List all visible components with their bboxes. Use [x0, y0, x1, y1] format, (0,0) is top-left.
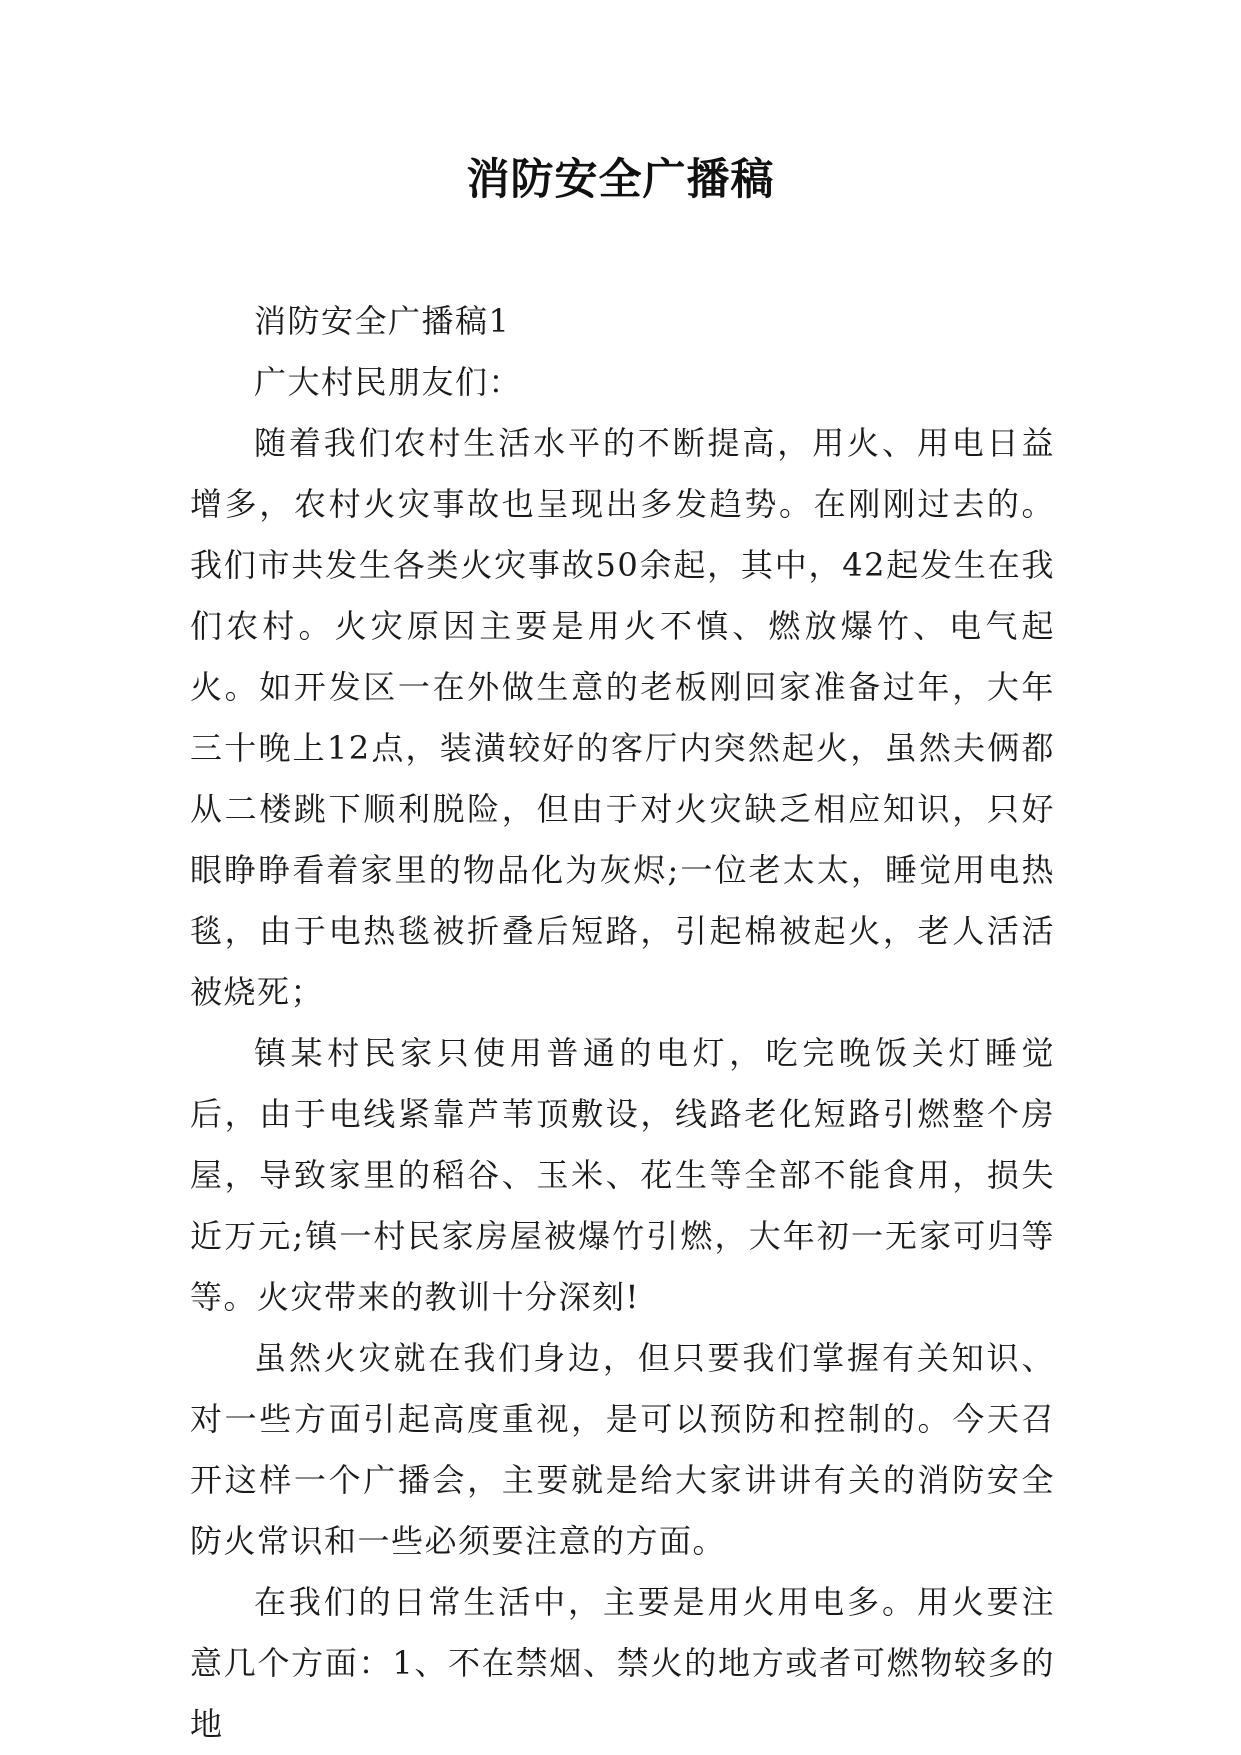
paragraph: 随着我们农村生活水平的不断提高，用火、用电日益增多，农村火灾事故也呈现出多发趋势。在刚刚过去的。我们市共发生各类火灾事故50余起，其中，42起发生在我们农村。火灾原因主要是用火不慎、燃放爆竹、电气起火。如开发区一在外做生意的老板刚回家准备过年，大年三十晚上12点，装潢较好的客厅内突然起火，虽然夫俩都从二楼跳下顺利脱险，但由于对火灾缺乏相应知识，只好眼睁睁看着家里的物品化为灰烬;一位老太太，睡觉用电热毯，由于电热毯被折叠后短路，引起棉被起火，老人活活被烧死； [190, 424, 1055, 1011]
paragraph-heading: 消防安全广播稿1 [254, 302, 511, 340]
paragraph-salutation: 广大村民朋友们： [254, 363, 523, 401]
document-body [190, 291, 1055, 1755]
paragraph: 镇某村民家只使用普通的电灯，吃完晚饭关灯睡觉后，由于电线紧靠芦苇顶敷设，线路老化短路引燃整个房屋，导致家里的稻谷、玉米、花生等全部不能食用，损失近万元;镇一村民家房屋被爆竹引燃，大年初一无家可归等等。火灾带来的教训十分深刻! [190, 1034, 1055, 1316]
document-title: 消防安全广播稿 [466, 155, 775, 205]
paragraph: 在我们的日常生活中，主要是用火用电多。用火要注意几个方面：1、不在禁烟、禁火的地方或者可燃物较多的地 [190, 1583, 1055, 1743]
paragraph: 虽然火灾就在我们身边，但只要我们掌握有关知识、对一些方面引起高度重视，是可以预防和控制的。今天召开这样一个广播会，主要就是给大家讲讲有关的消防安全防火常识和一些必须要注意的方面。 [190, 1339, 1055, 1560]
